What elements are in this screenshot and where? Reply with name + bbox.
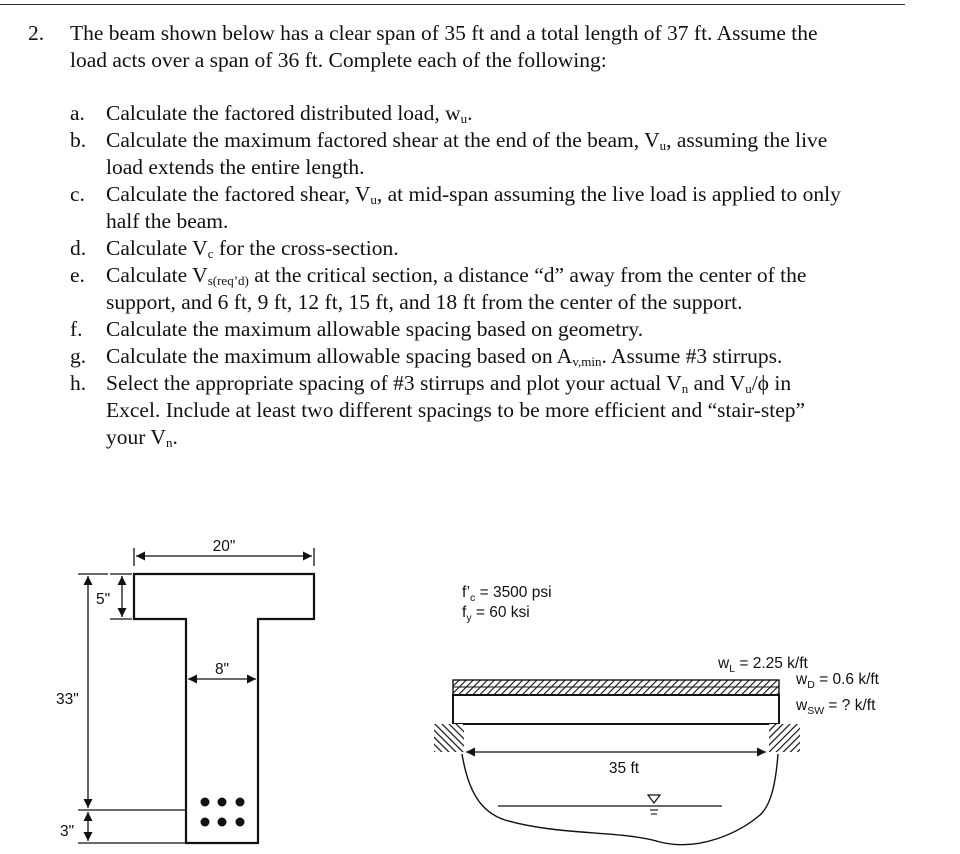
part-h-label: h. bbox=[70, 371, 87, 395]
part-d-subscript: c bbox=[207, 246, 214, 261]
part-a-label: a. bbox=[70, 101, 85, 125]
part-g-subscript: v,min bbox=[572, 354, 602, 369]
part-c-line-2: half the beam. bbox=[106, 209, 229, 233]
part-e-label: e. bbox=[70, 263, 85, 287]
right-support bbox=[769, 724, 800, 752]
total-depth-label: 33" bbox=[56, 691, 79, 708]
part-h-text-1: Select the appropriate spacing of #3 stirrups and plot your actual V bbox=[106, 371, 682, 395]
part-g-text: Calculate the maximum allowable spacing based on A bbox=[106, 344, 573, 368]
self-weight-label: $w_{SW}$ = ? k/ft bbox=[796, 697, 876, 717]
part-a-subscript: u bbox=[460, 111, 468, 126]
part-c-text-1-post: , at mid-span assuming the live load is applied to only bbox=[376, 182, 841, 206]
part-c-label: c. bbox=[70, 182, 85, 206]
fy-label: $f_y = 60$ ksi bbox=[462, 604, 530, 624]
live-load-label: $w_L = 2.25$ k/ft bbox=[718, 655, 808, 675]
part-e-subscript: s(req’d) bbox=[207, 273, 249, 288]
part-a-text: Calculate the factored distributed load, w bbox=[106, 101, 461, 125]
dead-load-label: $w_D = 0.6$ k/ft bbox=[796, 671, 879, 691]
part-d-post: for the cross-section. bbox=[213, 236, 399, 260]
part-b-line-2: load extends the entire length. bbox=[106, 155, 365, 179]
part-g-post: . Assume #3 stirrups. bbox=[601, 344, 783, 368]
part-h-subscript-3: n bbox=[165, 435, 173, 450]
part-h-line-2: Excel. Include at least two different spacings to be more efficient and “stair-step” bbox=[106, 398, 806, 422]
part-h-text-3-post: . bbox=[172, 425, 178, 449]
web-width-label: 8" bbox=[214, 661, 230, 678]
part-a-post: . bbox=[467, 101, 473, 125]
level-triangle-icon bbox=[648, 795, 660, 803]
part-b-label: b. bbox=[70, 128, 87, 152]
material-properties bbox=[462, 584, 552, 624]
part-b-subscript: u bbox=[659, 138, 667, 153]
part-c-subscript: u bbox=[370, 192, 377, 207]
part-g-label: g. bbox=[70, 344, 87, 368]
part-h-text-1-mid: and V bbox=[688, 371, 746, 395]
part-b-text-1: Calculate the maximum factored shear at the end of the beam, V bbox=[106, 128, 660, 152]
part-h-text-1-post: /ϕ in bbox=[751, 371, 792, 395]
problem-intro-text-1: The beam shown below has a clear span of 35 ft and a total length of 37 ft. Assume the bbox=[70, 21, 818, 45]
part-e-line-2: support, and 6 ft, 9 ft, 12 ft, 15 ft, and 18 ft from the center of the support. bbox=[106, 290, 743, 314]
problem-intro-line-2: load acts over a span of 36 ft. Complete each of the following: bbox=[70, 48, 607, 72]
beam-elevation bbox=[434, 655, 880, 845]
flange-thickness-label: 5" bbox=[96, 591, 111, 608]
flange-width-label: 20" bbox=[212, 538, 236, 555]
part-h-subscript-1: n bbox=[681, 381, 689, 396]
span-label: 35 ft bbox=[608, 760, 640, 777]
part-b-text-1-post: , assuming the live bbox=[666, 128, 828, 152]
part-h-text-3: your V bbox=[106, 425, 166, 449]
beam-rect bbox=[453, 695, 779, 724]
left-support bbox=[434, 724, 464, 752]
cover-label: 3" bbox=[60, 823, 75, 840]
part-h-subscript-2: u bbox=[745, 381, 752, 396]
problem-number: 2. bbox=[28, 21, 45, 45]
fc-label: $f’_c = 3500$ psi bbox=[462, 584, 552, 604]
rebar-dots bbox=[201, 798, 245, 827]
part-e-text-1: Calculate V bbox=[106, 263, 208, 287]
part-e-text-1-post: at the critical section, a distance “d” away from the center of the bbox=[248, 263, 807, 287]
part-f-text: Calculate the maximum allowable spacing based on geometry. bbox=[106, 317, 644, 341]
part-d-label: d. bbox=[70, 236, 87, 260]
part-c-text-1: Calculate the factored shear, V bbox=[106, 182, 371, 206]
part-f-label: f. bbox=[70, 317, 83, 341]
cross-section bbox=[56, 538, 314, 843]
part-d-text: Calculate V bbox=[106, 236, 208, 260]
